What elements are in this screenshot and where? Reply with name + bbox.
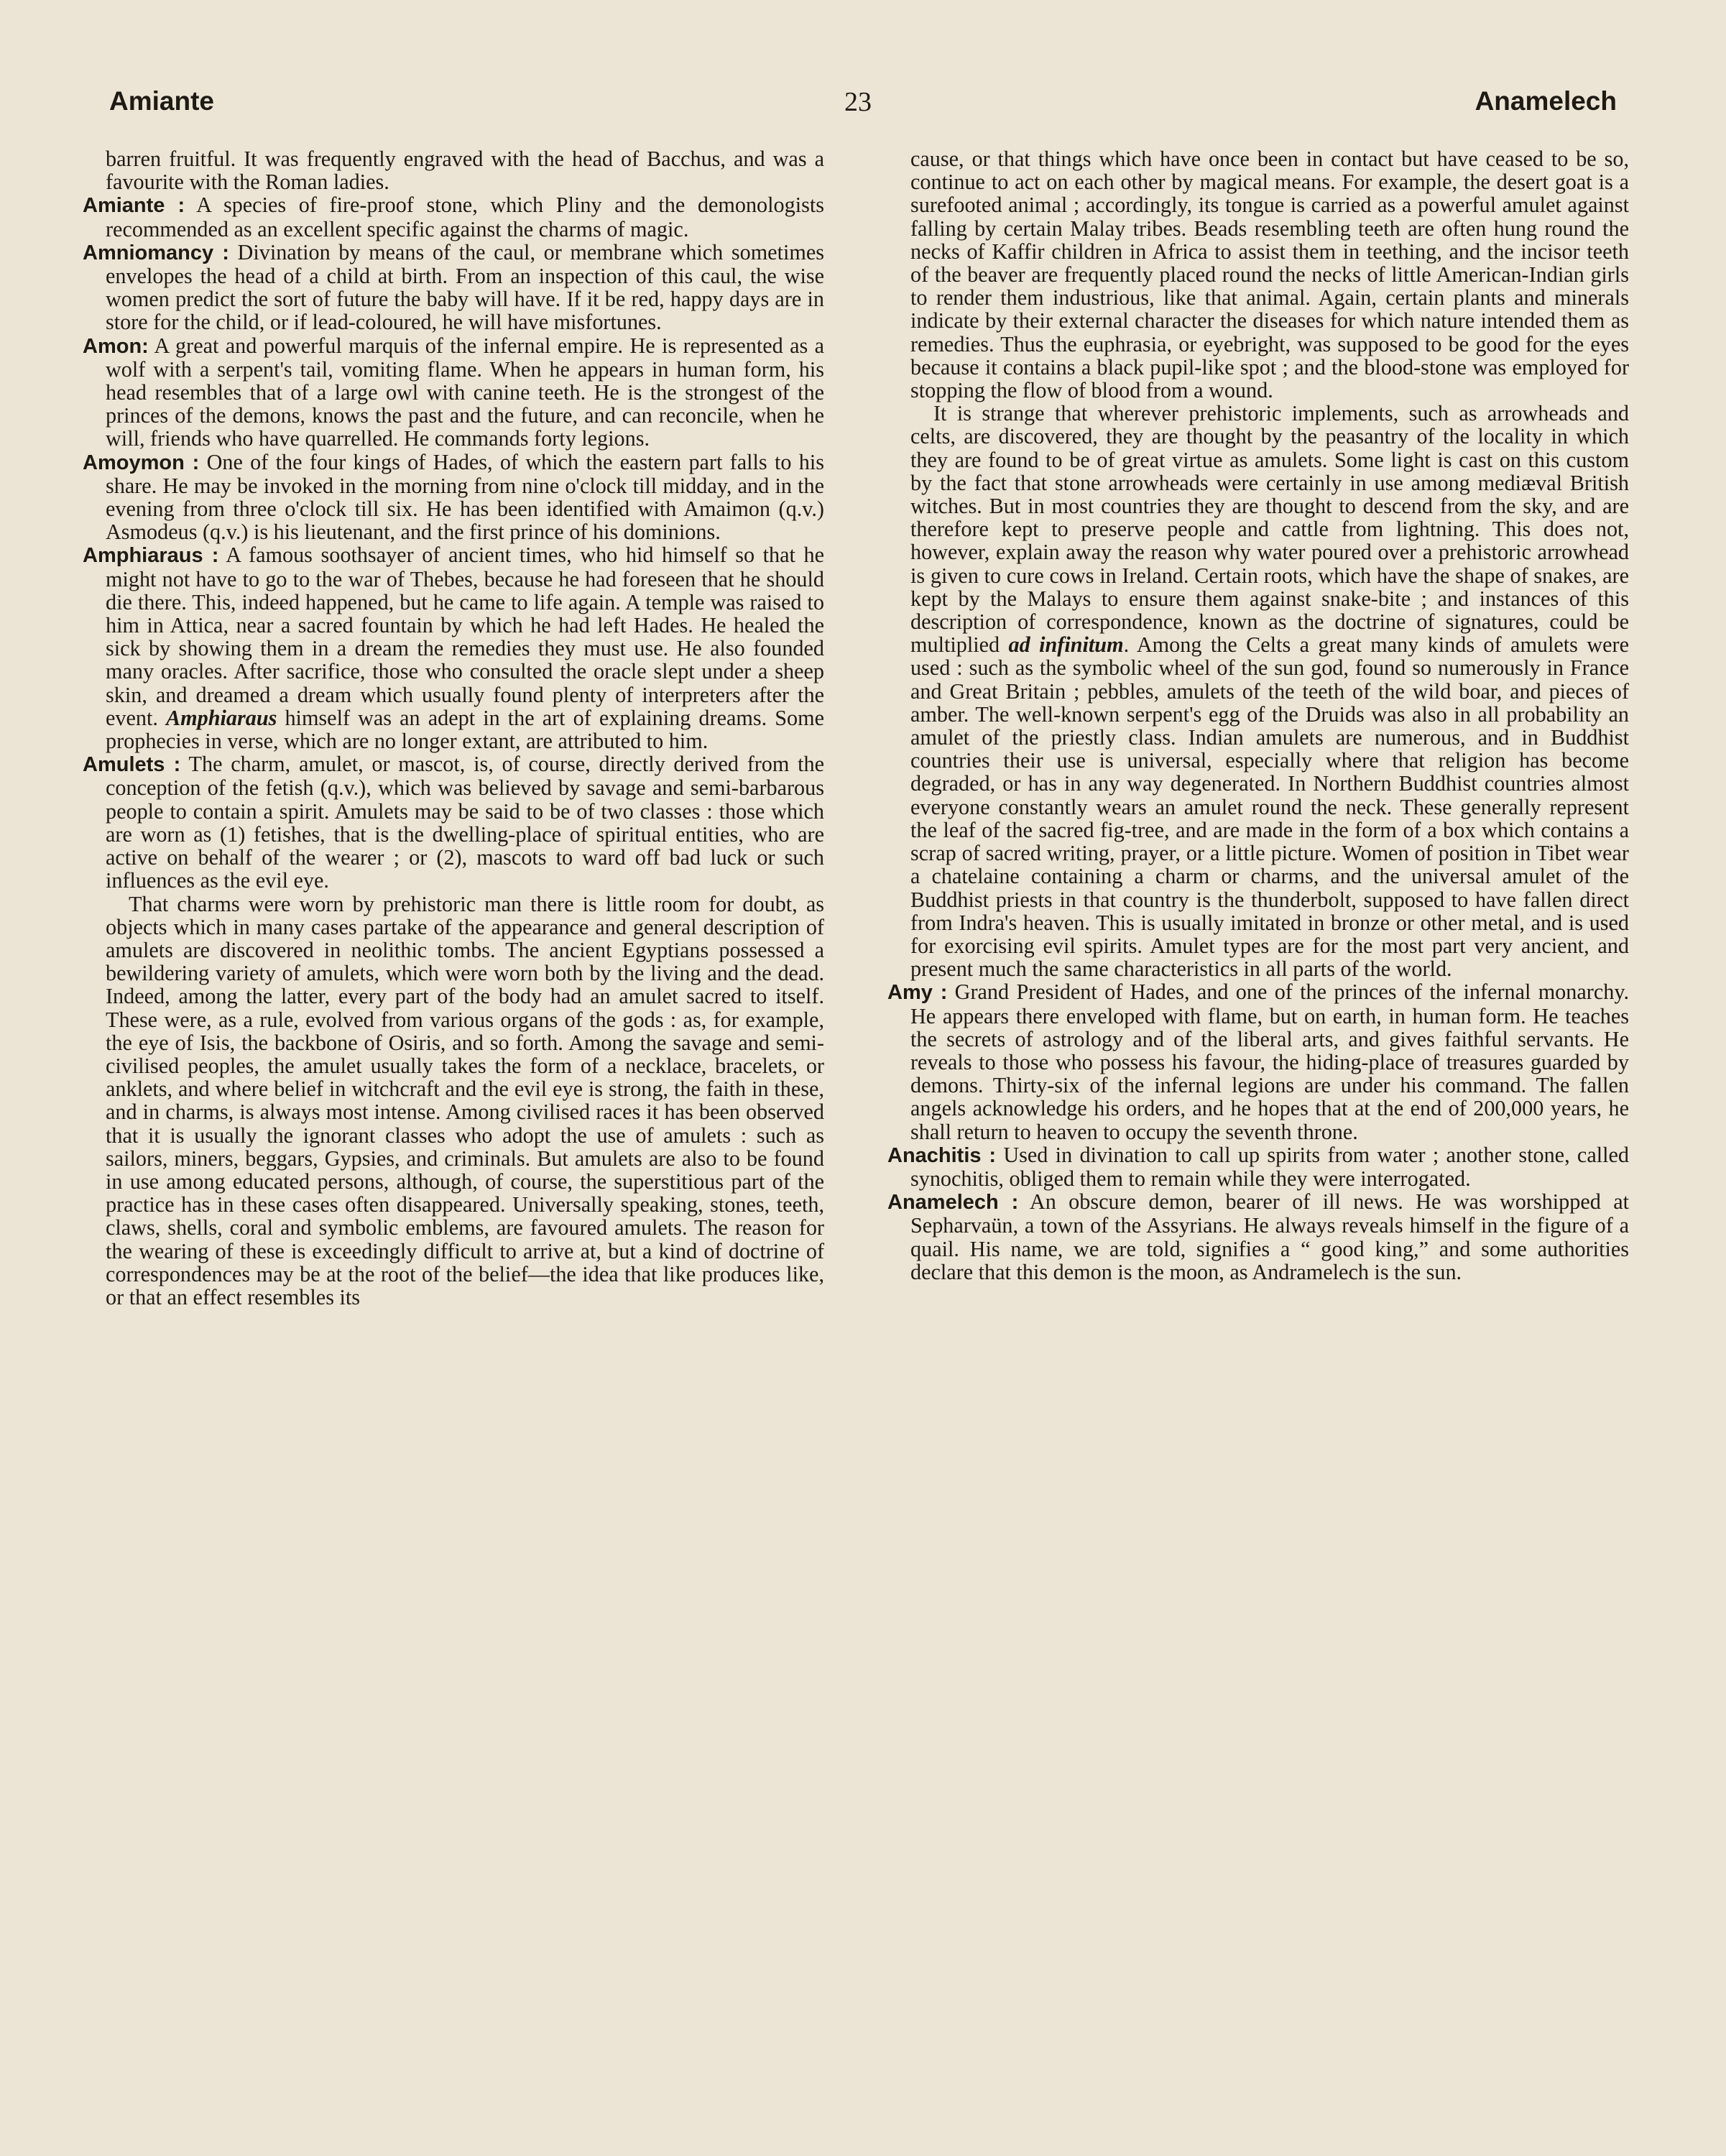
running-header-right: Anamelech [1475,86,1617,116]
entry-text: himself was an adept in the art of explaining dreams. Some prophecies in verse, which are no longer extant, are attributed to him. [106,705,824,754]
entry-anamelech [887,1190,1629,1284]
entry-amiante [83,193,824,240]
entry-headword: Anamelech : [887,1191,1019,1215]
entry-headword: Amon: [83,334,149,358]
entry-amphiaraus [83,543,824,752]
paragraph-italic: ad infinitum [1008,632,1124,658]
entry-text: One of the four kings of Hades, of which the eastern part falls to his share. He may be invoked in the morning from nine o'clock till midday, and in the evening from three o'clock till six. He has been identified with Amaimon (q.v.) Asmodeus (q.v.) is his lieutenant, and the first prince of his dominions. [106,449,824,545]
entry-italic: Amphiaraus [166,705,277,730]
entry-text: Used in divination to call up spirits from water ; another stone, called synochitis, obliged them to remain while they were interrogated. [910,1142,1629,1191]
right-column [887,147,1629,1284]
entry-text: An obscure demon, bearer of ill news. He was worshipped at Sepharvaün, a town of the Assyrians. He always reveals himself in the figure of a quail. His name, we are told, signifies a “ good king,” and some authorities declare that this demon is the moon, as Andramelech is the sun. [910,1189,1629,1284]
page-number: 23 [844,87,872,117]
entry-text: A famous soothsayer of ancient times, who hid himself so that he might not have to go to the war of Thebes, because he had foreseen that he should die there. This, indeed happened, but he came to life again. A temple was raised to him in Attica, near a sacred fountain by which he had left Hades. He healed the sick by showing them in a dream the remedies they must use. He also founded many oracles. After sacrifice, those who consulted the oracle slept under a sheep skin, and dreamed a dream which usually found plenty of interpreters after the event. [106,543,824,730]
paragraph-text: It is strange that wherever prehistoric implements, such as arrowheads and celts, are discovered, they are thought by the peasantry of the locality in which they are found to be of great virtue as amulets. Some light is cast on this custom by the fact that stone arrowheads were certainly in use among mediæval British witches. But in most countries they are thought to descend from the sky, and are therefore kept to preserve people and cattle from lightning. This does not, however, explain away the reason why water poured over a prehistoric arrowhead is given to cure cows in Ireland. Certain roots, which have the shape of snakes, are kept by the Malays to ensure them against snake-bite ; and instances of this description of correspondence, known as the doctrine of signatures, could be multiplied [910,401,1629,658]
entry-headword: Anachitis : [887,1143,997,1167]
entry-headword: Amulets : [83,753,181,777]
left-column [83,147,824,1309]
continued-paragraph: cause, or that things which have once been in contact but have ceased to be so, continue to act on each other by magical means. For example, the desert goat is a surefooted animal ; accordingly, its tongue is carried as a powerful amulet against falling by certain Malay tribes. Beads resembling teeth are often hung round the necks of Kaffir children in Africa to assist them in teething, and the incisor teeth of the beaver are frequently placed round the necks of little American-Indian girls to render them industrious, like that animal. Again, certain plants and minerals indicate by their external character the diseases for which nature intended them as remedies. Thus the euphrasia, or eyebright, was supposed to be good for the eyes because it contains a black pupil-like spot ; and the blood-stone was employed for stopping the flow of blood from a wound. [910,147,1629,403]
entry-headword: Amy : [887,981,948,1005]
entry-amulets [83,752,824,892]
entry-headword: Amiante : [83,194,185,218]
amulets-paragraph-2 [887,402,1629,980]
entry-anachitis [887,1143,1629,1190]
entry-amniomancy [83,241,824,334]
paragraph-text: . Among the Celts a great many kinds of amulets were used : such as the symbolic wheel of the sun god, found so numerously in France and Great Britain ; pebbles, amulets of the teeth of the wild boar, and pieces of amber. The well-known serpent's egg of the Druids was also in all probability an amulet of the priestly class. Indian amulets are numerous, and in Buddhist countries their use is universal, especially where that religion has become degraded, or has in any way degenerated. In Northern Buddhist countries almost everyone constantly wears an amulet round the neck. These generally represent the leaf of the sacred fig-tree, and are made in the form of a box which contains a scrap of sacred writing, prayer, or a little picture. Women of position in Tibet wear a chatelaine containing a charm or charms, and the universal amulet of the Buddhist priests in that country is the thunderbolt, supposed to have fallen direct from Indra's heaven. This is usually imitated in bronze or other metal, and is used for exorcising evil spirits. Amulet types are for the most part very ancient, and present much the same characteristics in all parts of the world. [910,632,1629,982]
entry-text: Grand President of Hades, and one of the princes of the infernal monarchy. He appears there enveloped with flame, but on earth, in human form. He teaches the secrets of astrology and of the liberal arts, and gives faithful servants. He reveals to those who possess his favour, the hiding-place of treasures guarded by demons. Thirty-six of the infernal legions are under his command. The fallen angels acknowledge his orders, and he hopes that at the end of 200,000 years, he shall return to heaven to occupy the seventh throne. [910,980,1629,1144]
continued-paragraph: barren fruitful. It was frequently engraved with the head of Bacchus, and was a favourite with the Roman ladies. [106,147,824,195]
entry-amoymon [83,451,824,544]
entry-headword: Amphiaraus : [83,544,219,568]
entry-text: A species of fire-proof stone, which Pliny and the demonologists recommended as an excellent specific against the charms of magic. [106,193,824,241]
entry-amy [887,980,1629,1143]
entry-text: The charm, amulet, or mascot, is, of course, directly derived from the conception of the fetish (q.v.), which was believed by savage and semi-barbarous people to contain a spirit. Amulets may be said to be of two classes : those which are worn as (1) fetishes, that is the dwelling-place of spiritual entities, who are active on behalf of the wearer ; or (2), mascots to ward off bad luck or such influences as the evil eye. [106,752,825,893]
entry-headword: Amoymon : [83,451,200,474]
entry-headword: Amniomancy : [83,241,229,264]
entry-amon [83,334,824,451]
entry-text: Divination by means of the caul, or membrane which sometimes envelopes the head of a child at birth. From an inspection of this caul, the wise women predict the sort of future the baby will have. If it be red, happy days are in store for the child, or if lead-coloured, he will have misfortunes. [106,239,824,335]
amulets-paragraph: That charms were worn by prehistoric man there is little room for doubt, as objects which in many cases partake of the appearance and general description of amulets are discovered in neolithic tombs. The ancient Egyptians possessed a bewildering variety of amulets, which were worn both by the living and the dead. Indeed, among the latter, every part of the body had an amulet sacred to itself. These were, as a rule, evolved from various organs of the gods : as, for example, the eye of Isis, the backbone of Osiris, and so forth. Among the savage and semi-civilised peoples, the amulet usually takes the form of a necklace, bracelets, or anklets, and where belief in witchcraft and the evil eye is strong, the faith in these, and in charms, is always most intense. Among civilised races it has been observed that it is usually the ignorant classes who adopt the use of amulets : such as sailors, miners, beggars, Gypsies, and criminals. But amulets are also to be found in use among educated persons, although, of course, the superstitious part of the practice has in these cases often disappeared. Universally speaking, stones, teeth, claws, shells, coral and symbolic emblems, are favoured amulets. The reason for the wearing of these is exceedingly difficult to arrive at, but a kind of doctrine of correspondences may be at the root of the belief—the idea that like produces like, or that an effect resembles its [106,891,824,1309]
entry-text: A great and powerful marquis of the infernal empire. He is represented as a wolf with a serpent's tail, vomiting flame. When he appears in human form, his head resembles that of a large owl with canine teeth. He is the strongest of the princes of the demons, knows the past and the future, and can reconcile, when he will, friends who have quarrelled. He commands forty legions. [106,333,824,451]
running-header-left: Amiante [109,86,214,116]
